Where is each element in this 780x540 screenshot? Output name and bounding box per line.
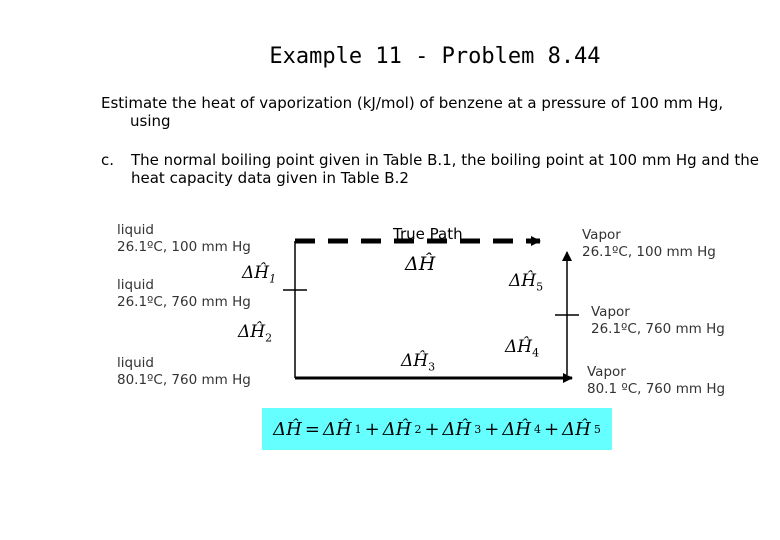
equation-plus: + <box>424 418 440 440</box>
equation-term: ΔĤ <box>442 418 472 440</box>
problem-line-1: Estimate the heat of vaporization (kJ/mol) of benzene at a pressure of 100 mm Hg, <box>101 94 724 112</box>
delta-h1-symbol: $\Delta Ĥ_1$ <box>242 263 277 286</box>
equation-term: ΔĤ <box>382 418 412 440</box>
delta-h4-symbol: $\Delta Ĥ_4$ <box>505 337 540 360</box>
true-path-label: True Path <box>393 225 463 243</box>
page-title: Example 11 - Problem 8.44 <box>269 44 601 69</box>
state-conditions: 26.1ºC, 100 mm Hg <box>117 239 251 255</box>
delta-h3-symbol: $\Delta Ĥ_3$ <box>401 351 436 374</box>
state-liquid-26-760 <box>117 277 251 311</box>
state-liquid-26-100 <box>117 222 251 256</box>
state-label: liquid <box>117 222 154 238</box>
part-line-2: heat capacity data given in Table B.2 <box>131 169 409 187</box>
delta-h5-symbol: $\Delta Ĥ_5$ <box>509 271 544 294</box>
state-label: Vapor <box>582 227 621 243</box>
state-label: Vapor <box>591 304 630 320</box>
problem-line-2: using <box>130 112 171 130</box>
equation-term: ΔĤ <box>562 418 591 440</box>
state-vapor-26-100 <box>582 227 716 261</box>
equation-equals: = <box>304 418 320 440</box>
state-vapor-80-760 <box>587 364 725 398</box>
part-line-1: The normal boiling point given in Table B.1, the boiling point at 100 mm Hg and the <box>131 151 760 169</box>
state-conditions: 80.1 ºC, 760 mm Hg <box>587 381 726 397</box>
state-label: liquid <box>117 277 154 293</box>
state-conditions: 80.1ºC, 760 mm Hg <box>117 372 251 388</box>
delta-h2-symbol: $\Delta Ĥ_2$ <box>238 322 273 345</box>
equation-plus: + <box>544 418 560 440</box>
state-vapor-26-760 <box>591 304 725 338</box>
equation-plus: + <box>484 418 500 440</box>
state-conditions: 26.1ºC, 760 mm Hg <box>117 294 251 310</box>
state-label: liquid <box>117 355 154 371</box>
equation-term: ΔĤ <box>322 418 352 440</box>
state-conditions: 26.1ºC, 100 mm Hg <box>582 244 716 260</box>
equation-term: ΔĤ <box>502 418 532 440</box>
enthalpy-sum-equation: ΔĤ = ΔĤ 1 + ΔĤ 2 + ΔĤ 3 + ΔĤ 4 + ΔĤ 5 <box>262 408 612 450</box>
part-letter: c. <box>101 151 115 169</box>
delta-h-total-symbol: ΔĤ <box>405 253 436 275</box>
equation-lhs: ΔĤ <box>273 418 302 440</box>
equation-plus: + <box>364 418 380 440</box>
state-liquid-80-760 <box>117 355 251 389</box>
state-label: Vapor <box>587 364 626 380</box>
state-conditions: 26.1ºC, 760 mm Hg <box>591 321 725 337</box>
